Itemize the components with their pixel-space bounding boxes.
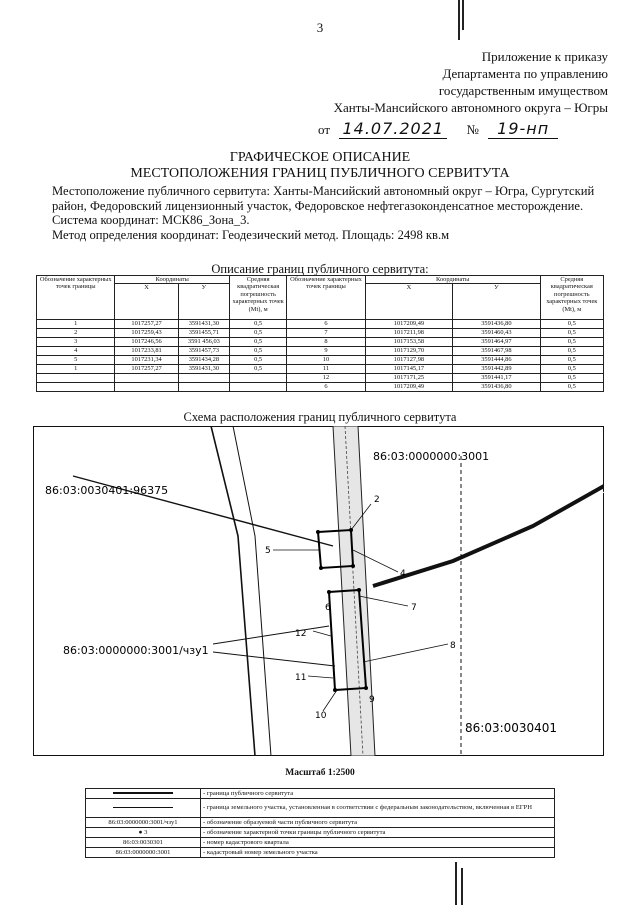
coordinates-table — [36, 275, 604, 392]
table-row — [37, 320, 604, 329]
point-marker-6 — [327, 590, 331, 594]
cell: 0,5 — [230, 320, 287, 329]
cell: 1017233,81 — [115, 347, 178, 356]
table-row — [37, 347, 604, 356]
page-number: 3 — [316, 20, 324, 35]
point-label-4: 4 — [400, 569, 406, 579]
map-scale: Масштаб 1:2500 — [285, 768, 355, 778]
legend-desc: - граница земельного участка, установленная в соответствии с федеральным законодательством, включенная в ЕГРН — [201, 799, 555, 818]
cell: 6 — [287, 320, 365, 329]
legend-row — [86, 838, 555, 848]
coord-system-text: Система координат: МСК86_Зона_3. — [52, 213, 250, 228]
order-number: 19-нп — [488, 119, 558, 139]
legend-row — [86, 848, 555, 858]
point-label-8: 8 — [450, 641, 456, 651]
servitude-boundary-line-icon — [113, 792, 173, 794]
header-point-right: Обозначение характерных точек границы — [287, 276, 365, 320]
cell: 0,5 — [540, 329, 603, 338]
table-row — [37, 338, 604, 347]
cell: 0,5 — [540, 365, 603, 374]
cell: 1017209,49 — [365, 383, 452, 392]
cell: 3591436,80 — [453, 383, 540, 392]
parcel-label-left: 86:03:0030401:96375 — [45, 484, 169, 497]
legend-symbol: 86:03:0000000:3001/чзу1 — [86, 818, 201, 828]
cell: 3591431,30 — [178, 365, 229, 374]
cell: 3591460,43 — [453, 329, 540, 338]
cell: 3591436,80 — [453, 320, 540, 329]
cell: 1017257,27 — [115, 365, 178, 374]
cell: 3591464,97 — [453, 338, 540, 347]
servitude-info — [52, 184, 597, 242]
cell: 1017209,49 — [365, 320, 452, 329]
cell: 0,5 — [230, 338, 287, 347]
location-text: Местоположение публичного сервитута: Ханты-Мансийский автономный округ – Югра, Сургутский район, Федоровский лицензионный участок, Федоровское нефтегазоконденсатное месторождение. — [52, 184, 595, 213]
point-marker-7 — [357, 588, 361, 592]
cell: 9 — [287, 347, 365, 356]
header-x-left: X — [115, 284, 178, 320]
map-frame — [34, 427, 604, 756]
point-marker-3 — [351, 564, 355, 568]
point-marker-2 — [349, 528, 353, 532]
header-coords-right: Координаты — [365, 276, 540, 284]
cell: 1017129,70 — [365, 347, 452, 356]
legend-row — [86, 828, 555, 838]
cell: 1 — [37, 365, 115, 374]
date-prefix: от — [318, 122, 331, 137]
point-label-7: 7 — [411, 603, 417, 613]
quarter-label: 86:03:0030401 — [465, 721, 558, 735]
appendix-line-4: Ханты-Мансийского автономного округа – Югры — [333, 100, 608, 115]
scheme-caption: Схема расположения границ публичного сервитута — [183, 410, 457, 424]
cell: 1017145,17 — [365, 365, 452, 374]
cell: 12 — [287, 374, 365, 383]
number-prefix: № — [466, 122, 479, 137]
cell: 0,5 — [230, 329, 287, 338]
cadastral-scheme-map — [33, 426, 604, 756]
legend-row — [86, 818, 555, 828]
point-label-9: 9 — [369, 695, 375, 705]
point-label-12: 12 — [295, 629, 307, 639]
cell — [230, 383, 287, 392]
cell: 0,5 — [540, 338, 603, 347]
appendix-line-2: Департамента по управлению — [442, 66, 608, 81]
point-label-11: 11 — [295, 673, 307, 683]
cell — [37, 383, 115, 392]
cell: 6 — [287, 383, 365, 392]
order-date: 14.07.2021 — [339, 119, 447, 139]
legend-symbol: ● 3 — [86, 828, 201, 838]
cell: 0,5 — [230, 347, 287, 356]
header-x-right: X — [365, 284, 452, 320]
cell: 0,5 — [230, 356, 287, 365]
cell — [230, 374, 287, 383]
point-label-6: 6 — [325, 603, 331, 613]
point-label-5: 5 — [265, 546, 271, 556]
cell: 3591441,17 — [453, 374, 540, 383]
cell: 3591444,86 — [453, 356, 540, 365]
cell — [115, 383, 178, 392]
cell: 3591431,30 — [178, 320, 229, 329]
document-title — [0, 150, 640, 182]
cell: 3591457,73 — [178, 347, 229, 356]
legend-table — [85, 788, 555, 858]
cell: 0,5 — [540, 383, 603, 392]
cell: 0,5 — [230, 365, 287, 374]
header-error-right: Средняя квадратическая погрешность характерных точек (Mt), м — [540, 276, 603, 320]
header-point-left: Обозначение характерных точек границы — [37, 276, 115, 320]
header-coords-left: Координаты — [115, 276, 230, 284]
cell: 1017246,56 — [115, 338, 178, 347]
cell: 1017231,34 — [115, 356, 178, 365]
point-label-10: 10 — [315, 711, 327, 721]
cell — [178, 383, 229, 392]
legend-desc: - кадастровый номер земельного участка — [201, 848, 555, 858]
title-line-1: ГРАФИЧЕСКОЕ ОПИСАНИЕ — [229, 150, 411, 165]
scan-artifact — [458, 0, 460, 40]
point-marker-5 — [319, 566, 323, 570]
cell: 0,5 — [540, 320, 603, 329]
appendix-line-1: Приложение к приказу — [481, 49, 608, 64]
cell: 1017211,98 — [365, 329, 452, 338]
cell: 10 — [287, 356, 365, 365]
cell: 5 — [37, 356, 115, 365]
cell: 11 — [287, 365, 365, 374]
point-marker-1 — [316, 530, 320, 534]
point-marker-9 — [364, 686, 368, 690]
cell: 1017153,58 — [365, 338, 452, 347]
point-marker-10 — [333, 688, 337, 692]
order-date-number — [318, 119, 558, 139]
cell — [115, 374, 178, 383]
legend-desc: - граница публичного сервитута — [201, 789, 555, 799]
legend-desc: - номер кадастрового квартала — [201, 838, 555, 848]
cell — [37, 374, 115, 383]
parcel-label-top: 86:03:0000000:3001 — [373, 450, 490, 463]
cell: 1017257,27 — [115, 320, 178, 329]
cell: 3 — [37, 338, 115, 347]
table-row — [37, 383, 604, 392]
scan-artifact — [462, 0, 464, 30]
table-row — [37, 374, 604, 383]
appendix-line-3: государственным имуществом — [438, 83, 608, 98]
legend-symbol — [86, 799, 201, 818]
servitude-label: 86:03:0000000:3001/чзу1 — [63, 644, 209, 657]
cell: 0,5 — [540, 356, 603, 365]
table-caption: Описание границ публичного сервитута: — [211, 262, 429, 276]
cell: 8 — [287, 338, 365, 347]
parcel-boundary-line-icon — [113, 807, 173, 809]
legend-row — [86, 789, 555, 799]
header-error-left: Средняя квадратическая погрешность характерных точек (Mt), м — [230, 276, 287, 320]
table-row — [37, 329, 604, 338]
cell: 1017127,98 — [365, 356, 452, 365]
cell: 1017259,43 — [115, 329, 178, 338]
cell: 3591442,89 — [453, 365, 540, 374]
legend-desc: - обозначение характерной точки границы публичного сервитута — [201, 828, 555, 838]
cell: 3591467,98 — [453, 347, 540, 356]
cell — [178, 374, 229, 383]
cell: 1 — [37, 320, 115, 329]
method-text: Метод определения координат: Геодезический метод. Площадь: 2498 кв.м — [52, 227, 450, 242]
legend-symbol: 86:03:0030301 — [86, 838, 201, 848]
point-label-2: 2 — [374, 495, 380, 505]
title-line-2: МЕСТОПОЛОЖЕНИЯ ГРАНИЦ ПУБЛИЧНОГО СЕРВИТУТА — [130, 166, 510, 181]
legend-symbol: 86:03:0000000:3001 — [86, 848, 201, 858]
cell: 3591434,28 — [178, 356, 229, 365]
scan-artifact — [461, 868, 463, 905]
table-row — [37, 356, 604, 365]
legend-row — [86, 799, 555, 818]
cell: 3591 456,03 — [178, 338, 229, 347]
appendix-header — [334, 48, 608, 116]
cell: 0,5 — [540, 347, 603, 356]
header-y-left: У — [178, 284, 229, 320]
header-y-right: У — [453, 284, 540, 320]
legend-symbol — [86, 789, 201, 799]
cell: 0,5 — [540, 374, 603, 383]
cell: 7 — [287, 329, 365, 338]
cell: 2 — [37, 329, 115, 338]
scan-artifact — [455, 862, 457, 905]
cell: 4 — [37, 347, 115, 356]
cell: 3591455,71 — [178, 329, 229, 338]
cell: 1017171,25 — [365, 374, 452, 383]
legend-desc: - обозначение образуемой части публичного сервитута — [201, 818, 555, 828]
table-row — [37, 365, 604, 374]
